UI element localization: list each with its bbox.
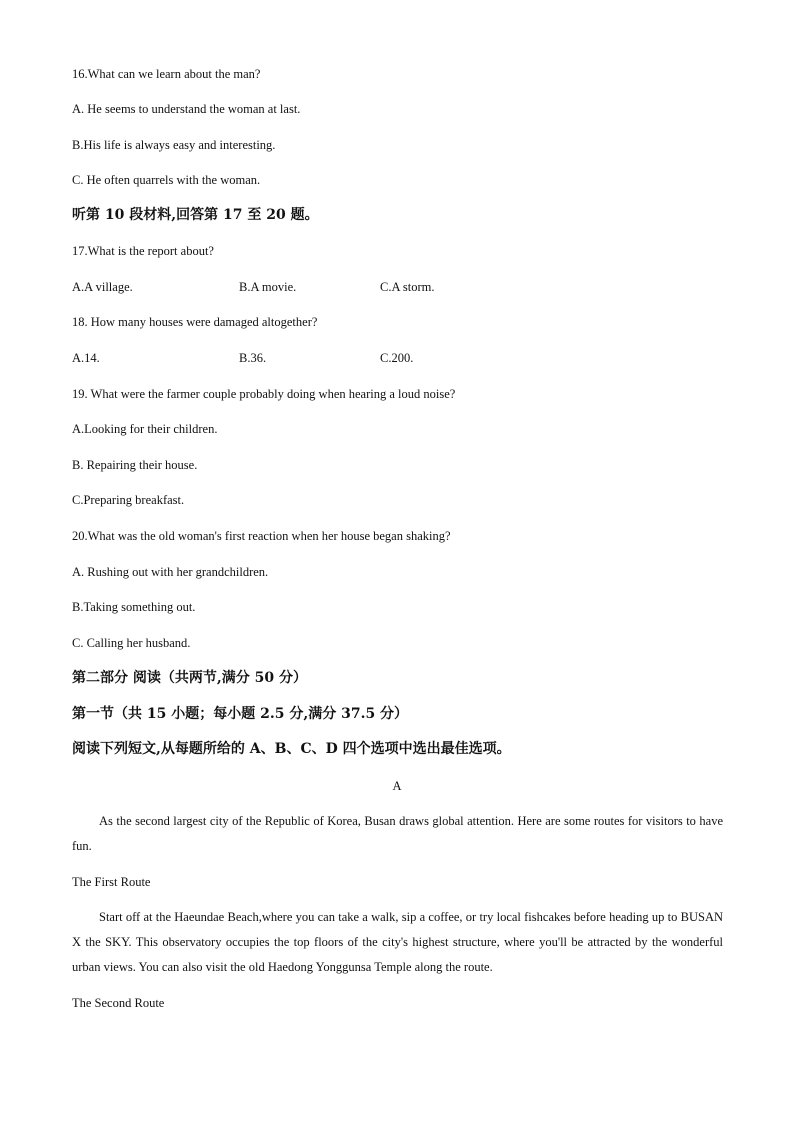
passage-intro: As the second largest city of the Republic of Korea, Busan draws global attention. Here are some routes for visitors to have fun.	[72, 814, 723, 853]
section-10-heading: 听第 10 段材料,回答第 17 至 20 题。	[72, 207, 319, 223]
question-16-stem: 16.What can we learn about the man?	[72, 67, 261, 81]
question-16-option-c: C. He often quarrels with the woman.	[72, 173, 261, 187]
question-17-option-a: A.A village.	[72, 280, 133, 294]
route-1-title: The First Route	[72, 875, 151, 889]
passage-letter: A	[392, 779, 402, 793]
question-18-option-c: C.200.	[380, 351, 414, 365]
question-19-option-c: C.Preparing breakfast.	[72, 493, 185, 507]
question-20-option-a: A. Rushing out with her grandchildren.	[72, 565, 269, 579]
question-20-option-b: B.Taking something out.	[72, 600, 196, 614]
reading-instruction: 阅读下列短文,从每题所给的 A、B、C、D 四个选项中选出最佳选项。	[72, 741, 511, 757]
part-2-heading: 第二部分 阅读（共两节,满分 50 分）	[72, 670, 307, 686]
route-1-text: Start off at the Haeundae Beach,where you can take a walk, sip a coffee, or try local fishcakes before heading up to BUSAN X the SKY. This observatory occupies the top floors of the city's highest structure, where you'll be attracted by the wonderful urban views. You can also visit the old Haedong Yonggunsa Temple along the route.	[72, 910, 723, 974]
question-17-option-b: B.A movie.	[239, 280, 297, 294]
question-18-option-a: A.14.	[72, 351, 100, 365]
question-17-stem: 17.What is the report about?	[72, 244, 214, 258]
question-18-option-b: B.36.	[239, 351, 267, 365]
question-17-option-c: C.A storm.	[380, 280, 435, 294]
section-1-heading: 第一节（共 15 小题；每小题 2.5 分,满分 37.5 分）	[72, 706, 409, 722]
question-16-option-b: B.His life is always easy and interesting.	[72, 138, 276, 152]
question-20-stem: 20.What was the old woman's first reaction when her house began shaking?	[72, 529, 451, 543]
route-2-title: The Second Route	[72, 996, 165, 1010]
question-20-option-c: C. Calling her husband.	[72, 636, 191, 650]
question-19-option-a: A.Looking for their children.	[72, 422, 218, 436]
question-19-option-b: B. Repairing their house.	[72, 458, 198, 472]
question-19-stem: 19. What were the farmer couple probably doing when hearing a loud noise?	[72, 387, 456, 401]
question-16-option-a: A. He seems to understand the woman at last.	[72, 102, 301, 116]
question-18-stem: 18. How many houses were damaged altogether?	[72, 315, 318, 329]
